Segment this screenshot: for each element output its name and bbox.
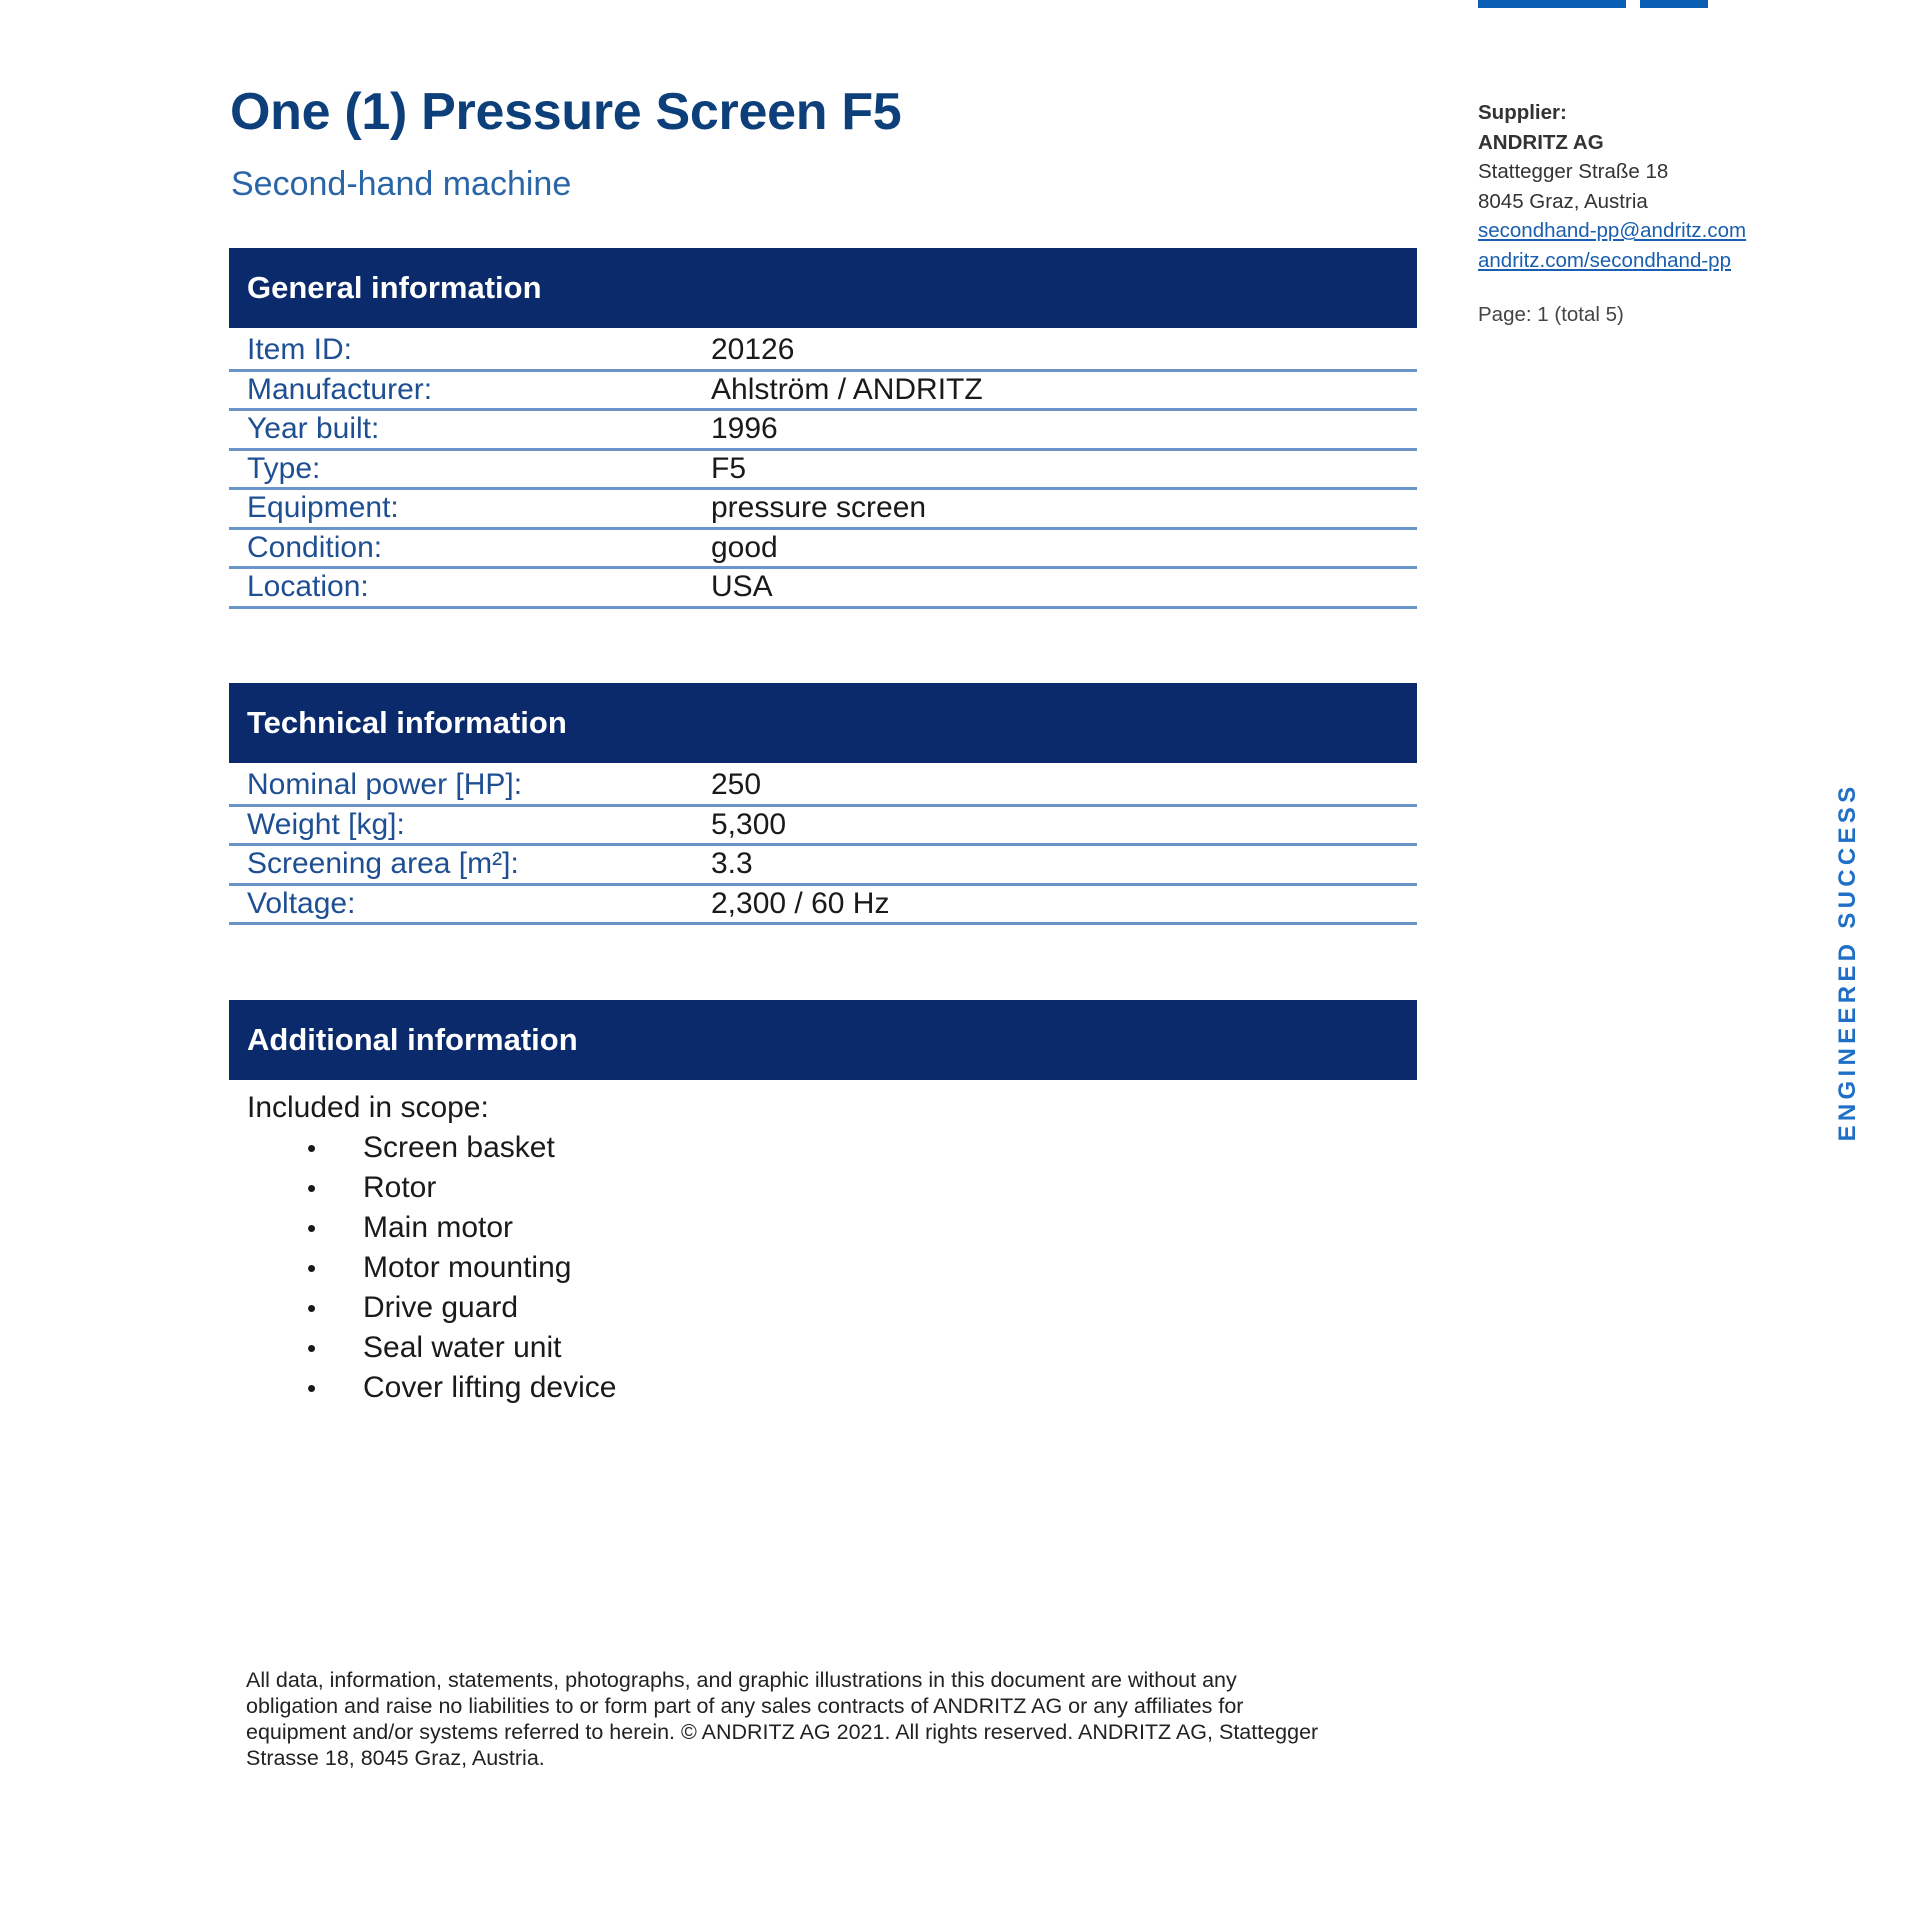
- info-label: Item ID:: [247, 333, 353, 367]
- info-row-screening-area: [229, 846, 1417, 886]
- list-item-text: Cover lifting device: [363, 1371, 617, 1404]
- info-row-voltage: [229, 886, 1417, 926]
- list-item: [229, 1208, 1417, 1248]
- info-label: Screening area [m²]:: [247, 847, 519, 881]
- info-label: Weight [kg]:: [247, 807, 405, 841]
- list-item: [229, 1328, 1417, 1368]
- list-item: [229, 1168, 1417, 1208]
- bullet: •: [307, 1373, 317, 1403]
- list-item-text: Rotor: [363, 1171, 437, 1204]
- scope-list: [229, 1128, 1417, 1408]
- info-value: Ahlström / ANDRITZ: [711, 372, 983, 406]
- info-value: 3.3: [711, 847, 753, 881]
- page-number: Page: 1 (total 5): [1478, 303, 1624, 326]
- info-value: 2,300 / 60 Hz: [711, 886, 890, 920]
- supplier-street: Stattegger Straße 18: [1478, 160, 1669, 183]
- list-item-text: Drive guard: [363, 1291, 519, 1324]
- info-row-item-id: [229, 332, 1417, 372]
- supplier-website-link[interactable]: andritz.com/secondhand-pp: [1478, 248, 1731, 272]
- list-item-text: Main motor: [363, 1211, 514, 1244]
- info-value: good: [711, 530, 778, 564]
- additional-information-section: [229, 1000, 1417, 1408]
- info-label: Equipment:: [247, 491, 399, 525]
- list-item: [229, 1288, 1417, 1328]
- section-header: Technical information: [229, 683, 1417, 763]
- info-label: Condition:: [247, 530, 383, 564]
- info-value: F5: [711, 451, 747, 485]
- info-value: 1996: [711, 412, 778, 446]
- info-value: pressure screen: [711, 491, 927, 525]
- info-value: 5,300: [711, 807, 787, 841]
- section-header: General information: [229, 248, 1417, 328]
- scope-label: Included in scope:: [247, 1091, 489, 1124]
- info-row-equipment: [229, 490, 1417, 530]
- list-item-text: Seal water unit: [363, 1331, 562, 1364]
- brand-tagline: ENGINEERED SUCCESS: [1834, 782, 1861, 1142]
- info-row-weight: [229, 807, 1417, 847]
- page-subtitle: Second-hand machine: [231, 165, 572, 203]
- list-item: [229, 1368, 1417, 1408]
- bullet: •: [307, 1173, 317, 1203]
- logo-fragment: [1478, 0, 1626, 8]
- list-item: [229, 1248, 1417, 1288]
- info-row-location: [229, 569, 1417, 609]
- bullet: •: [307, 1253, 317, 1283]
- info-label: Year built:: [247, 412, 380, 446]
- info-label: Voltage:: [247, 886, 356, 920]
- info-row-manufacturer: [229, 372, 1417, 412]
- supplier-block: [1478, 98, 1746, 275]
- info-label: Type:: [247, 451, 321, 485]
- section-header: Additional information: [229, 1000, 1417, 1080]
- supplier-company: ANDRITZ AG: [1478, 130, 1604, 154]
- info-row-nominal-power: [229, 767, 1417, 807]
- info-label: Location:: [247, 570, 369, 604]
- list-item: [229, 1128, 1417, 1168]
- supplier-email-link[interactable]: secondhand-pp@andritz.com: [1478, 219, 1747, 242]
- info-value: 20126: [711, 333, 795, 367]
- general-information-section: [229, 248, 1417, 609]
- info-row-type: [229, 451, 1417, 491]
- info-value: USA: [711, 570, 773, 604]
- info-label: Manufacturer:: [247, 372, 433, 406]
- bullet: •: [307, 1333, 317, 1363]
- page-title: One (1) Pressure Screen F5: [230, 83, 902, 141]
- info-label: Nominal power [HP]:: [247, 768, 523, 802]
- info-value: 250: [711, 768, 762, 802]
- supplier-city: 8045 Graz, Austria: [1478, 189, 1648, 213]
- list-item-text: Screen basket: [363, 1131, 555, 1164]
- bullet: •: [307, 1293, 317, 1323]
- supplier-heading: Supplier:: [1478, 101, 1567, 124]
- info-row-year-built: [229, 411, 1417, 451]
- technical-information-section: [229, 683, 1417, 925]
- list-item-text: Motor mounting: [363, 1251, 572, 1284]
- logo-fragment: [1640, 0, 1708, 8]
- disclaimer-text: All data, information, statements, photographs, and graphic illustrations in this document are without any obligation and raise no liabilities to or form part of any sales contracts of ANDRITZ AG or any affiliates for equipment and/or systems referred to herein. © ANDRITZ AG 2021. All rights reserved. ANDRITZ AG, Stattegger Strasse 18, 8045 Graz, Austria.: [246, 1668, 1319, 1770]
- bullet: •: [307, 1133, 317, 1163]
- bullet: •: [307, 1213, 317, 1243]
- info-row-condition: [229, 530, 1417, 570]
